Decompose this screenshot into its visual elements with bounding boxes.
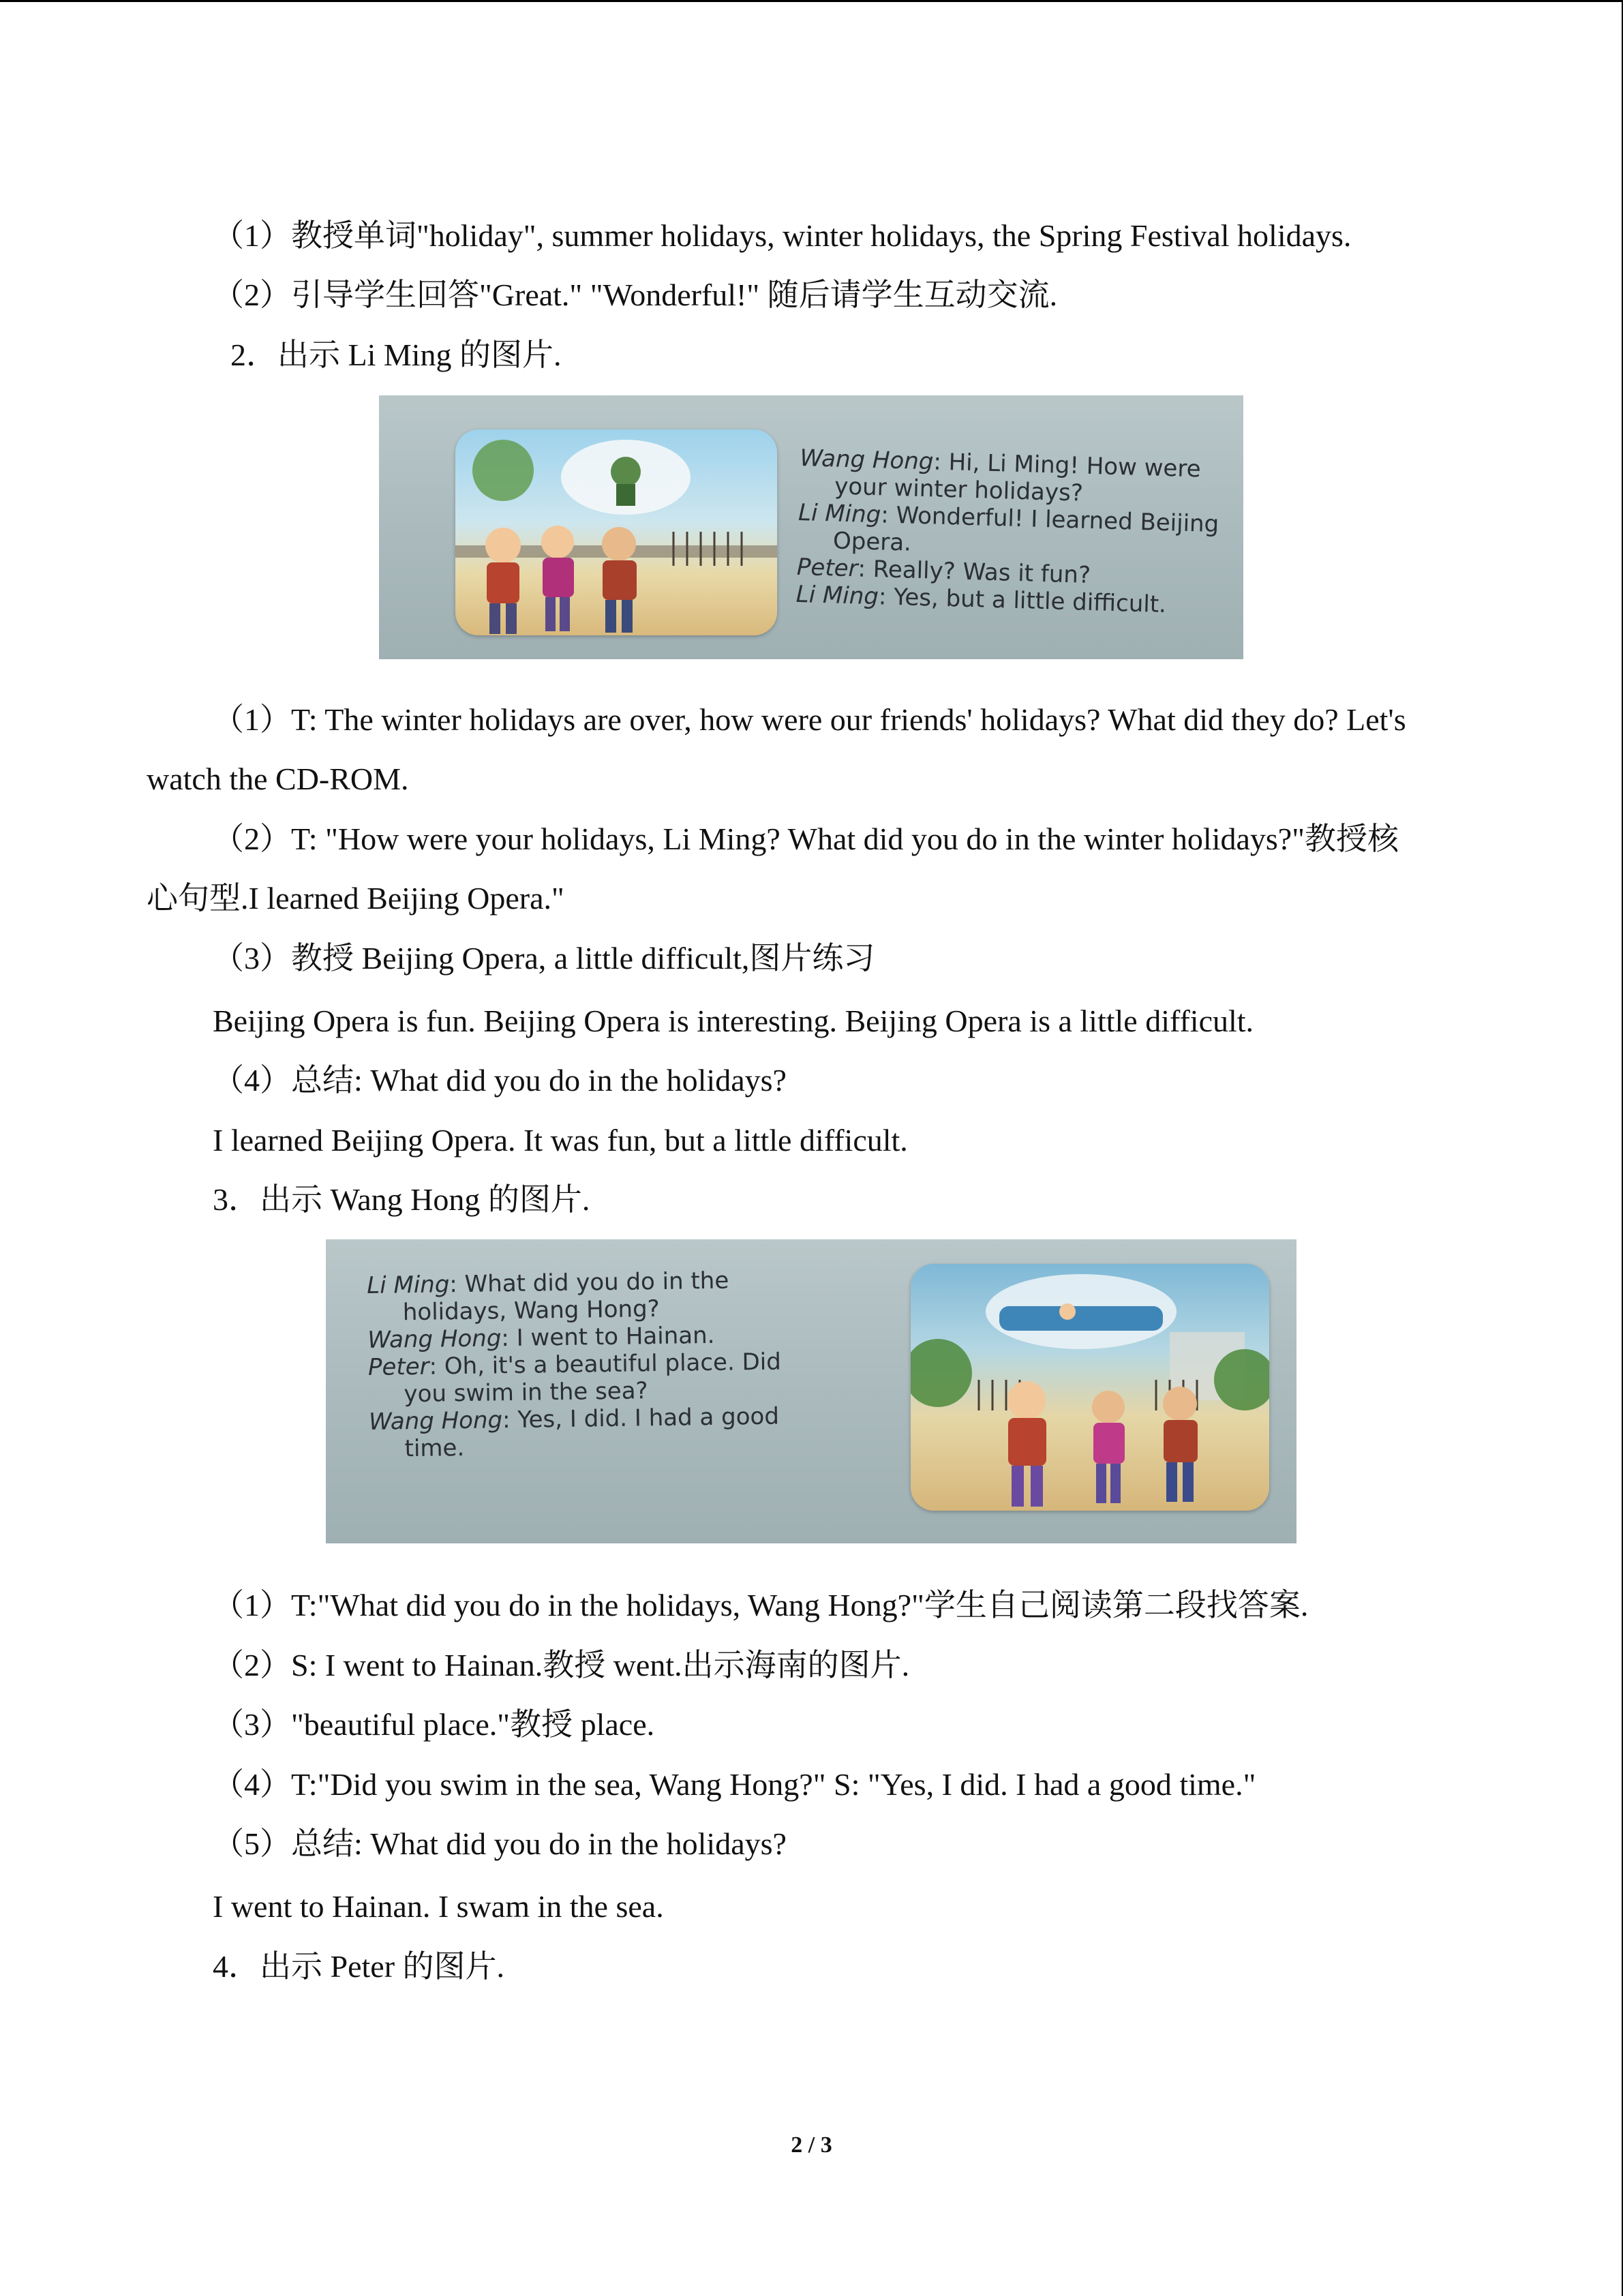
section-heading: 2．出示 Li Ming 的图片.: [230, 337, 562, 372]
dialog-line: Peter: Oh, it's a beautiful place. Did: [367, 1348, 782, 1381]
illustration-card: [911, 1264, 1269, 1511]
children-illustration: [911, 1264, 1269, 1511]
text-line: （4）总结: What did you do in the holidays?: [213, 1063, 787, 1098]
page-number: 2 / 3: [791, 2132, 832, 2158]
text-line: （4）T:"Did you swim in the sea, Wang Hong?" S: "Yes, I did. I had a good time.": [213, 1767, 1256, 1802]
text-line: （1）T: The winter holidays are over, how were our friends' holidays? What did they do? Let's: [213, 702, 1406, 737]
text-line: （1）T:"What did you do in the holidays, Wang Hong?"学生自己阅读第二段找答案.: [213, 1588, 1309, 1622]
dialog-line: Wang Hong: I went to Hainan.: [367, 1321, 715, 1354]
section-heading: 3．出示 Wang Hong 的图片.: [213, 1182, 590, 1217]
text-line: （2）T: "How were your holidays, Li Ming? What did you do in the winter holidays?"教授核: [213, 821, 1399, 856]
text-line: （2）S: I went to Hainan.教授 went.出示海南的图片.: [213, 1648, 910, 1682]
text-line: I went to Hainan. I swam in the sea.: [213, 1889, 664, 1924]
text-line: （3）教授 Beijing Opera, a little difficult,图片练习: [213, 941, 875, 976]
illustration-card: [455, 429, 777, 635]
dialog-line: you swim in the sea?: [404, 1377, 648, 1408]
dialog-text: [367, 1267, 783, 1463]
dialog-line: Li Ming: Yes, but a little difficult.: [795, 580, 1167, 619]
text-line: watch the CD-ROM.: [147, 761, 409, 796]
text-line: （5）总结: What did you do in the holidays?: [213, 1826, 787, 1861]
dialog-line: Peter: Really? Was it fun?: [796, 553, 1091, 589]
dialog-text: [795, 444, 1221, 620]
dialog-line: Wang Hong: Yes, I did. I had a good: [368, 1402, 780, 1436]
text-line: 心句型.I learned Beijing Opera.": [147, 881, 564, 916]
dialog-line: holidays, Wang Hong?: [402, 1295, 660, 1327]
textbook-photo-wang-hong: [326, 1239, 1296, 1543]
text-line: I learned Beijing Opera. It was fun, but a little difficult.: [213, 1123, 908, 1158]
text-line: （1）教授单词"holiday", summer holidays, winter holidays, the Spring Festival holidays.: [213, 218, 1352, 253]
dialog-line: Li Ming: What did you do in the: [367, 1267, 729, 1299]
dialog-line: your winter holidays?: [834, 472, 1084, 507]
dialog-line: time.: [404, 1434, 465, 1463]
text-line: （3）"beautiful place."教授 place.: [213, 1707, 655, 1742]
dialog-line: Li Ming: Wonderful! I learned Beijing: [798, 498, 1219, 539]
textbook-photo-li-ming: [379, 395, 1243, 659]
text-line: （2）引导学生回答"Great." "Wonderful!" 随后请学生互动交流.: [213, 277, 1058, 312]
text-line: Beijing Opera is fun. Beijing Opera is interesting. Beijing Opera is a little difficult.: [213, 1003, 1254, 1038]
dialog-line: Wang Hong: Hi, Li Ming! How were: [799, 444, 1202, 483]
dialog-line: Opera.: [832, 527, 912, 557]
children-illustration: [455, 429, 777, 635]
section-heading: 4．出示 Peter 的图片.: [213, 1949, 505, 1984]
